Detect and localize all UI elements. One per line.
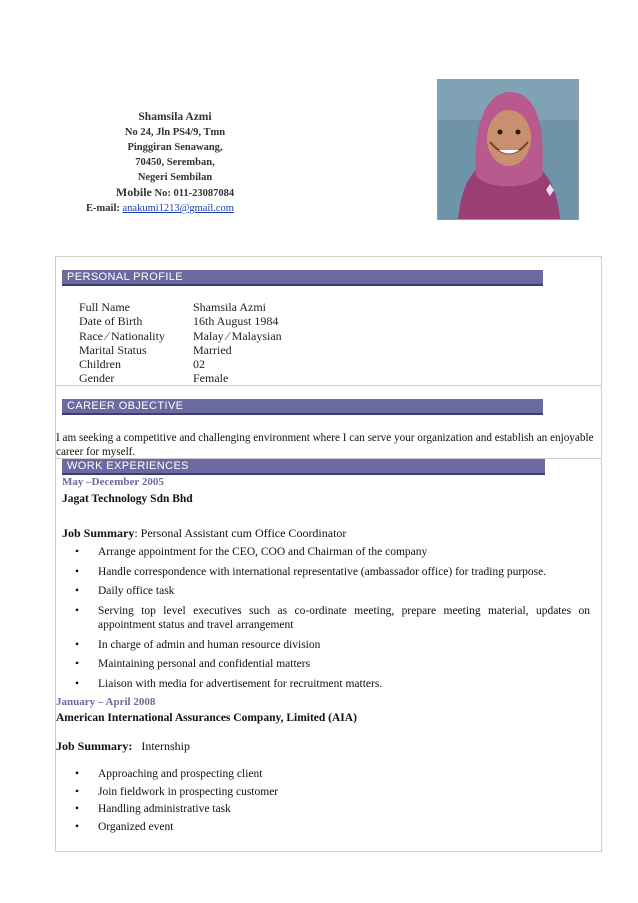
address-line-1: No 24, Jln PS4/9, Tmn xyxy=(124,127,226,138)
profile-row xyxy=(79,329,282,343)
bullet-icon: • xyxy=(75,604,80,617)
duty-text: Approaching and prospecting client xyxy=(98,768,263,780)
list-item xyxy=(75,820,590,835)
email-label: E-mail: xyxy=(86,203,120,214)
job-company: American International Assurances Company, Limited (AIA) xyxy=(56,712,357,724)
profile-value: Shamsila Azmi xyxy=(193,300,266,314)
job-duties-list xyxy=(75,545,590,696)
contact-block xyxy=(85,110,265,216)
job-summary-label: Job Summary xyxy=(62,526,135,540)
job-summary-value: Internship xyxy=(141,739,190,753)
job-company: Jagat Technology Sdn Bhd xyxy=(62,493,193,505)
mobile-label: Mobile xyxy=(115,185,152,199)
job-summary xyxy=(56,739,190,754)
section-header-work-experiences: WORK EXPERIENCES xyxy=(62,459,545,475)
job-duties-list xyxy=(75,767,590,837)
bullet-icon: • xyxy=(75,565,80,578)
email-line xyxy=(55,201,265,216)
profile-label: Full Name xyxy=(79,300,130,314)
bullet-icon: • xyxy=(75,546,80,558)
duty-text: Maintaining personal and confidential matters xyxy=(98,658,311,670)
duty-text: Liaison with media for advertisement for recruitment matters. xyxy=(98,677,383,690)
mobile-line xyxy=(85,185,265,201)
profile-value: 16th August 1984 xyxy=(193,314,279,329)
duty-text: Serving top level executives such as co-ordinate meeting, prepare meeting material, updates on appointment status and travel arrangement xyxy=(98,604,590,631)
job-summary xyxy=(62,526,346,541)
profile-label: Children xyxy=(79,357,121,372)
bullet-icon: • xyxy=(75,803,80,815)
profile-value: 02 xyxy=(193,357,205,372)
duty-text: Organized event xyxy=(98,820,174,833)
list-item xyxy=(75,638,590,653)
address-line-2: Pinggiran Senawang, xyxy=(127,142,223,153)
profile-row xyxy=(79,357,282,371)
address-line-3: 70450, Seremban, xyxy=(135,157,215,168)
job-date: May –December 2005 xyxy=(62,476,164,488)
bullet-icon: • xyxy=(75,820,80,833)
list-item xyxy=(75,767,590,782)
profile-row xyxy=(79,300,282,314)
duty-text: Join fieldwork in prospecting customer xyxy=(98,785,279,798)
career-objective-text: I am seeking a competitive and challenging environment where I can serve your organization and establish an enjoyable career for myself. xyxy=(56,432,594,458)
bullet-icon: • xyxy=(75,638,80,651)
bullet-icon: • xyxy=(75,677,80,690)
address-line-4: Negeri Sembilan xyxy=(137,172,213,183)
section-header-personal-profile: PERSONAL PROFILE xyxy=(62,270,543,286)
section-header-career-objective: CAREER OBJECTIVE xyxy=(62,399,543,415)
job-date: January – April 2008 xyxy=(56,696,156,708)
duty-text: Handling administrative task xyxy=(98,803,231,815)
profile-photo xyxy=(437,79,579,220)
list-item xyxy=(75,584,590,599)
list-item xyxy=(75,677,590,692)
list-item xyxy=(75,785,590,800)
list-item xyxy=(75,545,590,560)
bullet-icon: • xyxy=(75,768,80,780)
personal-profile-table xyxy=(79,300,282,386)
profile-row xyxy=(79,371,282,385)
duty-text: Arrange appointment for the CEO, COO and Chairman of the company xyxy=(98,546,428,558)
job-summary-label: Job Summary: xyxy=(56,739,133,753)
duty-text: In charge of admin and human resource division xyxy=(98,638,321,651)
list-item xyxy=(75,604,590,633)
list-item xyxy=(75,565,590,580)
profile-row xyxy=(79,343,282,357)
list-item xyxy=(75,802,590,817)
list-item xyxy=(75,657,590,672)
mobile-number: No: 011-23087084 xyxy=(154,188,235,199)
job-summary-value: : Personal Assistant cum Office Coordinator xyxy=(134,526,347,540)
bullet-icon: • xyxy=(75,658,80,670)
profile-label: Marital Status xyxy=(79,342,147,357)
candidate-name: Shamsila Azmi xyxy=(138,111,212,123)
profile-row xyxy=(79,314,282,328)
portrait-illustration xyxy=(438,80,578,219)
profile-label: Gender xyxy=(79,371,115,386)
profile-label: Date of Birth xyxy=(79,314,143,329)
bullet-icon: • xyxy=(75,585,80,597)
duty-text: Daily office task xyxy=(98,585,175,597)
profile-value: Married xyxy=(193,342,232,357)
email-link[interactable]: anakumi1213@gmail.com xyxy=(122,203,234,214)
profile-label: Race ∕ Nationality xyxy=(79,328,165,343)
profile-value: Female xyxy=(193,371,229,386)
bullet-icon: • xyxy=(75,785,80,798)
profile-value: Malay ∕ Malaysian xyxy=(193,328,282,343)
duty-text: Handle correspondence with international representative (ambassador office) for trading purpose. xyxy=(98,565,547,578)
